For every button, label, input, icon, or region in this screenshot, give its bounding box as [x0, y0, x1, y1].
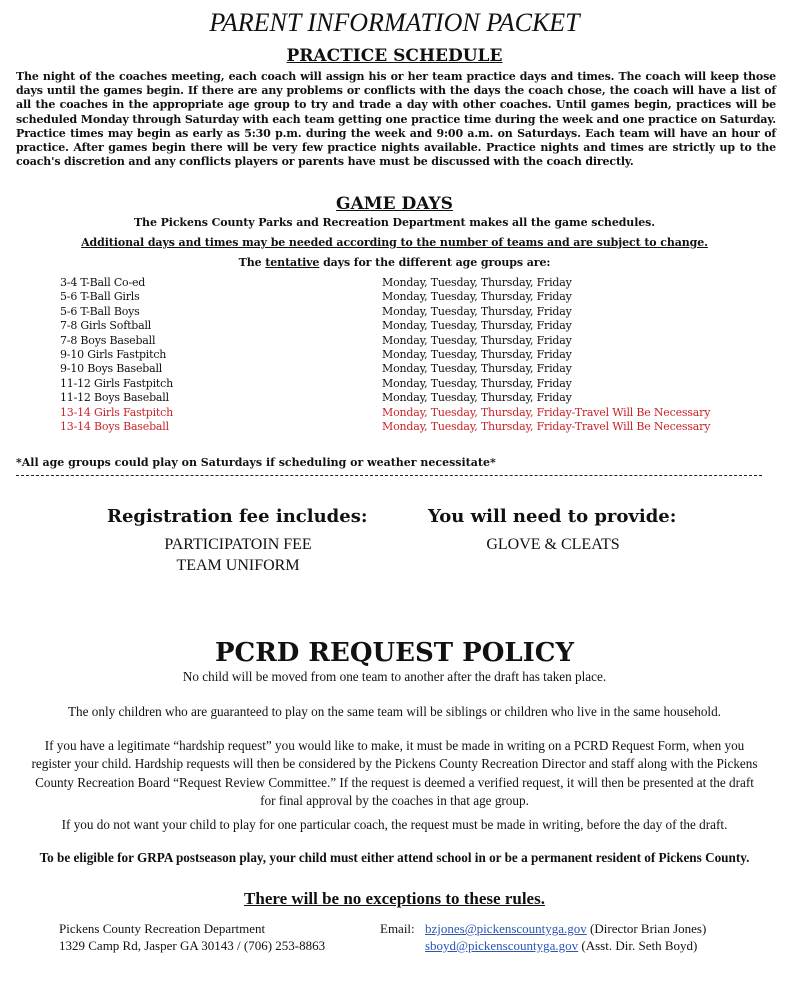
- game-days: Monday, Tuesday, Thursday, Friday-Travel Will Be Necessary: [382, 405, 711, 419]
- game-days: Monday, Tuesday, Thursday, Friday: [382, 276, 572, 289]
- contact-line: [425, 920, 706, 937]
- policy-paragraph-2: The only children who are guaranteed to play on the same team will be siblings or children who live in the same household.: [68, 704, 721, 719]
- provide-heading: You will need to provide:: [428, 506, 677, 527]
- footer-org: Pickens County Recreation Department: [59, 921, 266, 936]
- registration-item: TEAM UNIFORM: [176, 557, 300, 574]
- game-days-line-3-post: days for the different age groups are:: [319, 256, 551, 269]
- email-link-director[interactable]: bzjones@pickenscountyga.gov: [425, 921, 587, 936]
- policy-paragraph-4: If you do not want your child to play for one particular coach, the request must be made in writing, before the day of the draft.: [61, 817, 728, 832]
- age-group: 5-6 T-Ball Girls: [60, 290, 140, 304]
- contact-role: (Asst. Dir. Seth Boyd): [578, 938, 698, 953]
- provide-item: GLOVE & CLEATS: [486, 536, 620, 553]
- schedule-row-highlighted: [60, 420, 760, 434]
- game-days: Monday, Tuesday, Thursday, Friday: [382, 362, 572, 376]
- age-group: 11-12 Boys Baseball: [60, 391, 169, 405]
- game-days: Monday, Tuesday, Thursday, Friday-Travel Will Be Necessary: [382, 419, 711, 433]
- game-days-line-3: [0, 256, 789, 270]
- game-days: Monday, Tuesday, Thursday, Friday: [382, 304, 572, 318]
- email-label: Email:: [380, 921, 415, 936]
- age-group: 13-14 Boys Baseball: [60, 419, 169, 433]
- game-days-line-3-pre: The: [238, 256, 266, 269]
- game-days: Monday, Tuesday, Thursday, Friday: [382, 333, 572, 347]
- practice-schedule-heading: PRACTICE SCHEDULE: [286, 46, 503, 66]
- age-group: 11-12 Girls Fastpitch: [60, 376, 173, 390]
- policy-paragraph-1: No child will be moved from one team to another after the draft has taken place.: [182, 669, 607, 684]
- email-link-assistant[interactable]: sboyd@pickenscountyga.gov: [425, 938, 579, 953]
- age-group: 13-14 Girls Fastpitch: [60, 405, 173, 419]
- contact-line: [425, 937, 697, 954]
- schedule-row: [60, 391, 760, 405]
- game-days-line-1: The Pickens County Parks and Recreation Department makes all the game schedules.: [133, 216, 656, 229]
- game-days-heading: GAME DAYS: [336, 194, 453, 214]
- schedule-list: [60, 276, 760, 434]
- schedule-row: [60, 276, 760, 290]
- age-group: 9-10 Boys Baseball: [60, 362, 163, 376]
- policy-heading: PCRD REQUEST POLICY: [214, 638, 575, 668]
- schedule-row-highlighted: [60, 406, 760, 420]
- registration-heading: Registration fee includes:: [107, 506, 368, 527]
- footer-address: 1329 Camp Rd, Jasper GA 30143 / (706) 253-8863: [59, 938, 326, 953]
- age-group: 5-6 T-Ball Boys: [60, 304, 140, 318]
- game-days: Monday, Tuesday, Thursday, Friday: [382, 290, 572, 304]
- schedule-row: [60, 290, 760, 304]
- tentative-word: tentative: [265, 256, 320, 269]
- age-group: 3-4 T-Ball Co-ed: [60, 276, 146, 289]
- saturday-note: *All age groups could play on Saturdays if scheduling or weather necessitate*: [16, 456, 496, 469]
- schedule-row: [60, 377, 760, 391]
- game-days: Monday, Tuesday, Thursday, Friday: [382, 391, 572, 405]
- schedule-row: [60, 362, 760, 376]
- age-group: 7-8 Girls Softball: [60, 319, 152, 333]
- schedule-row: [60, 334, 760, 348]
- game-days: Monday, Tuesday, Thursday, Friday: [382, 376, 572, 390]
- game-days: Monday, Tuesday, Thursday, Friday: [382, 319, 572, 333]
- age-group: 9-10 Girls Fastpitch: [60, 347, 167, 361]
- policy-paragraph-5: To be eligible for GRPA postseason play, your child must either attend school in or be a permanent resident of Pickens County.: [39, 850, 750, 865]
- no-exceptions-notice: There will be no exceptions to these rules.: [244, 889, 545, 908]
- footer-address-block: [59, 920, 389, 954]
- page-title: PARENT INFORMATION PACKET: [209, 8, 580, 37]
- schedule-row: [60, 319, 760, 333]
- game-days: Monday, Tuesday, Thursday, Friday: [382, 347, 572, 361]
- practice-schedule-text: The night of the coaches meeting, each coach will assign his or her team practice days and times. The coach will keep those days until the games begin. If there are any problems or conflicts with the days the coach chose, the coach will have a list of all the coaches in the appropriate age group to try and trade a day with other coaches. Until games begin, practices will be scheduled Monday through Saturday with each team getting one practice time during the week and one practice on Saturday. Practice times may begin as early as 5:30 p.m. during the week and 9:00 a.m. on Saturdays. Each team will have an hour of practice. After games begin there will be very few practice nights available. Practice nights and times are strictly up to the coach's discretion and any conflicts players or parents have must be discussed with the coach directly.: [16, 70, 776, 169]
- schedule-row: [60, 305, 760, 319]
- contact-role: (Director Brian Jones): [586, 921, 707, 936]
- policy-paragraph-3: If you have a legitimate “hardship request” you would like to make, it must be made in writing on a PCRD Request Form, when you register your child. Hardship requests will then be considered by the Pickens County Recreation Director and staff along with the Pickens County Recreation Board “Request Review Committee.” If the request is deemed a verified request, it will then be presented at the draft for final approval by the coaches in that age group.: [31, 738, 758, 809]
- game-days-line-2: Additional days and times may be needed according to the number of teams and are subject to change.: [81, 236, 708, 249]
- age-group: 7-8 Boys Baseball: [60, 333, 156, 347]
- registration-item: PARTICIPATOIN FEE: [164, 536, 312, 553]
- dashed-divider: [16, 475, 762, 476]
- schedule-row: [60, 348, 760, 362]
